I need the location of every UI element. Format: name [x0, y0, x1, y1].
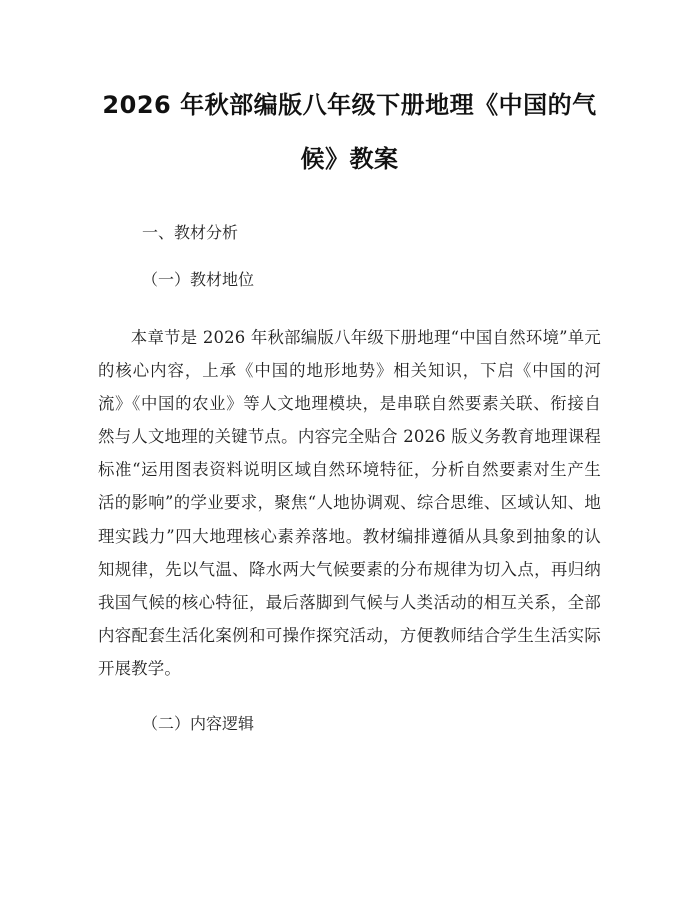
- title-line-2: 候》教案: [300, 145, 399, 173]
- section-heading-textbook-analysis: 一、教材分析: [142, 223, 239, 242]
- document-title: [98, 78, 601, 186]
- title-line-1: 2026 年秋部编版八年级下册地理《中国的气: [102, 91, 597, 119]
- subsection-heading-textbook-position: （一）教材地位: [142, 270, 255, 289]
- subsection-heading-content-logic: （二）内容逻辑: [142, 714, 255, 734]
- body-paragraph: 本章节是 2026 年秋部编版八年级下册地理“中国自然环境”单元的核心内容，上承《中国的地形地势》相关知识，下启《中国的河流》《中国的农业》等人文地理模块，是串联自然要素关联、衔接自然与人文地理的关键节点。内容完全贴合 2026 版义务教育地理课程标准“运用图表资料说明区域自然环境特征，分析自然要素对生产生活的影响”的学业要求，聚焦“人地协调观、综合思维、区域认知、地理实践力”四大地理核心素养落地。教材编排遵循从具象到抽象的认知规律，先以气温、降水两大气候要素的分布规律为切入点，再归纳我国气候的核心特征，最后落脚到气候与人类活动的相互关系，全部内容配套生活化案例和可操作探究活动，方便教师结合学生生活实际开展教学。: [98, 328, 601, 678]
